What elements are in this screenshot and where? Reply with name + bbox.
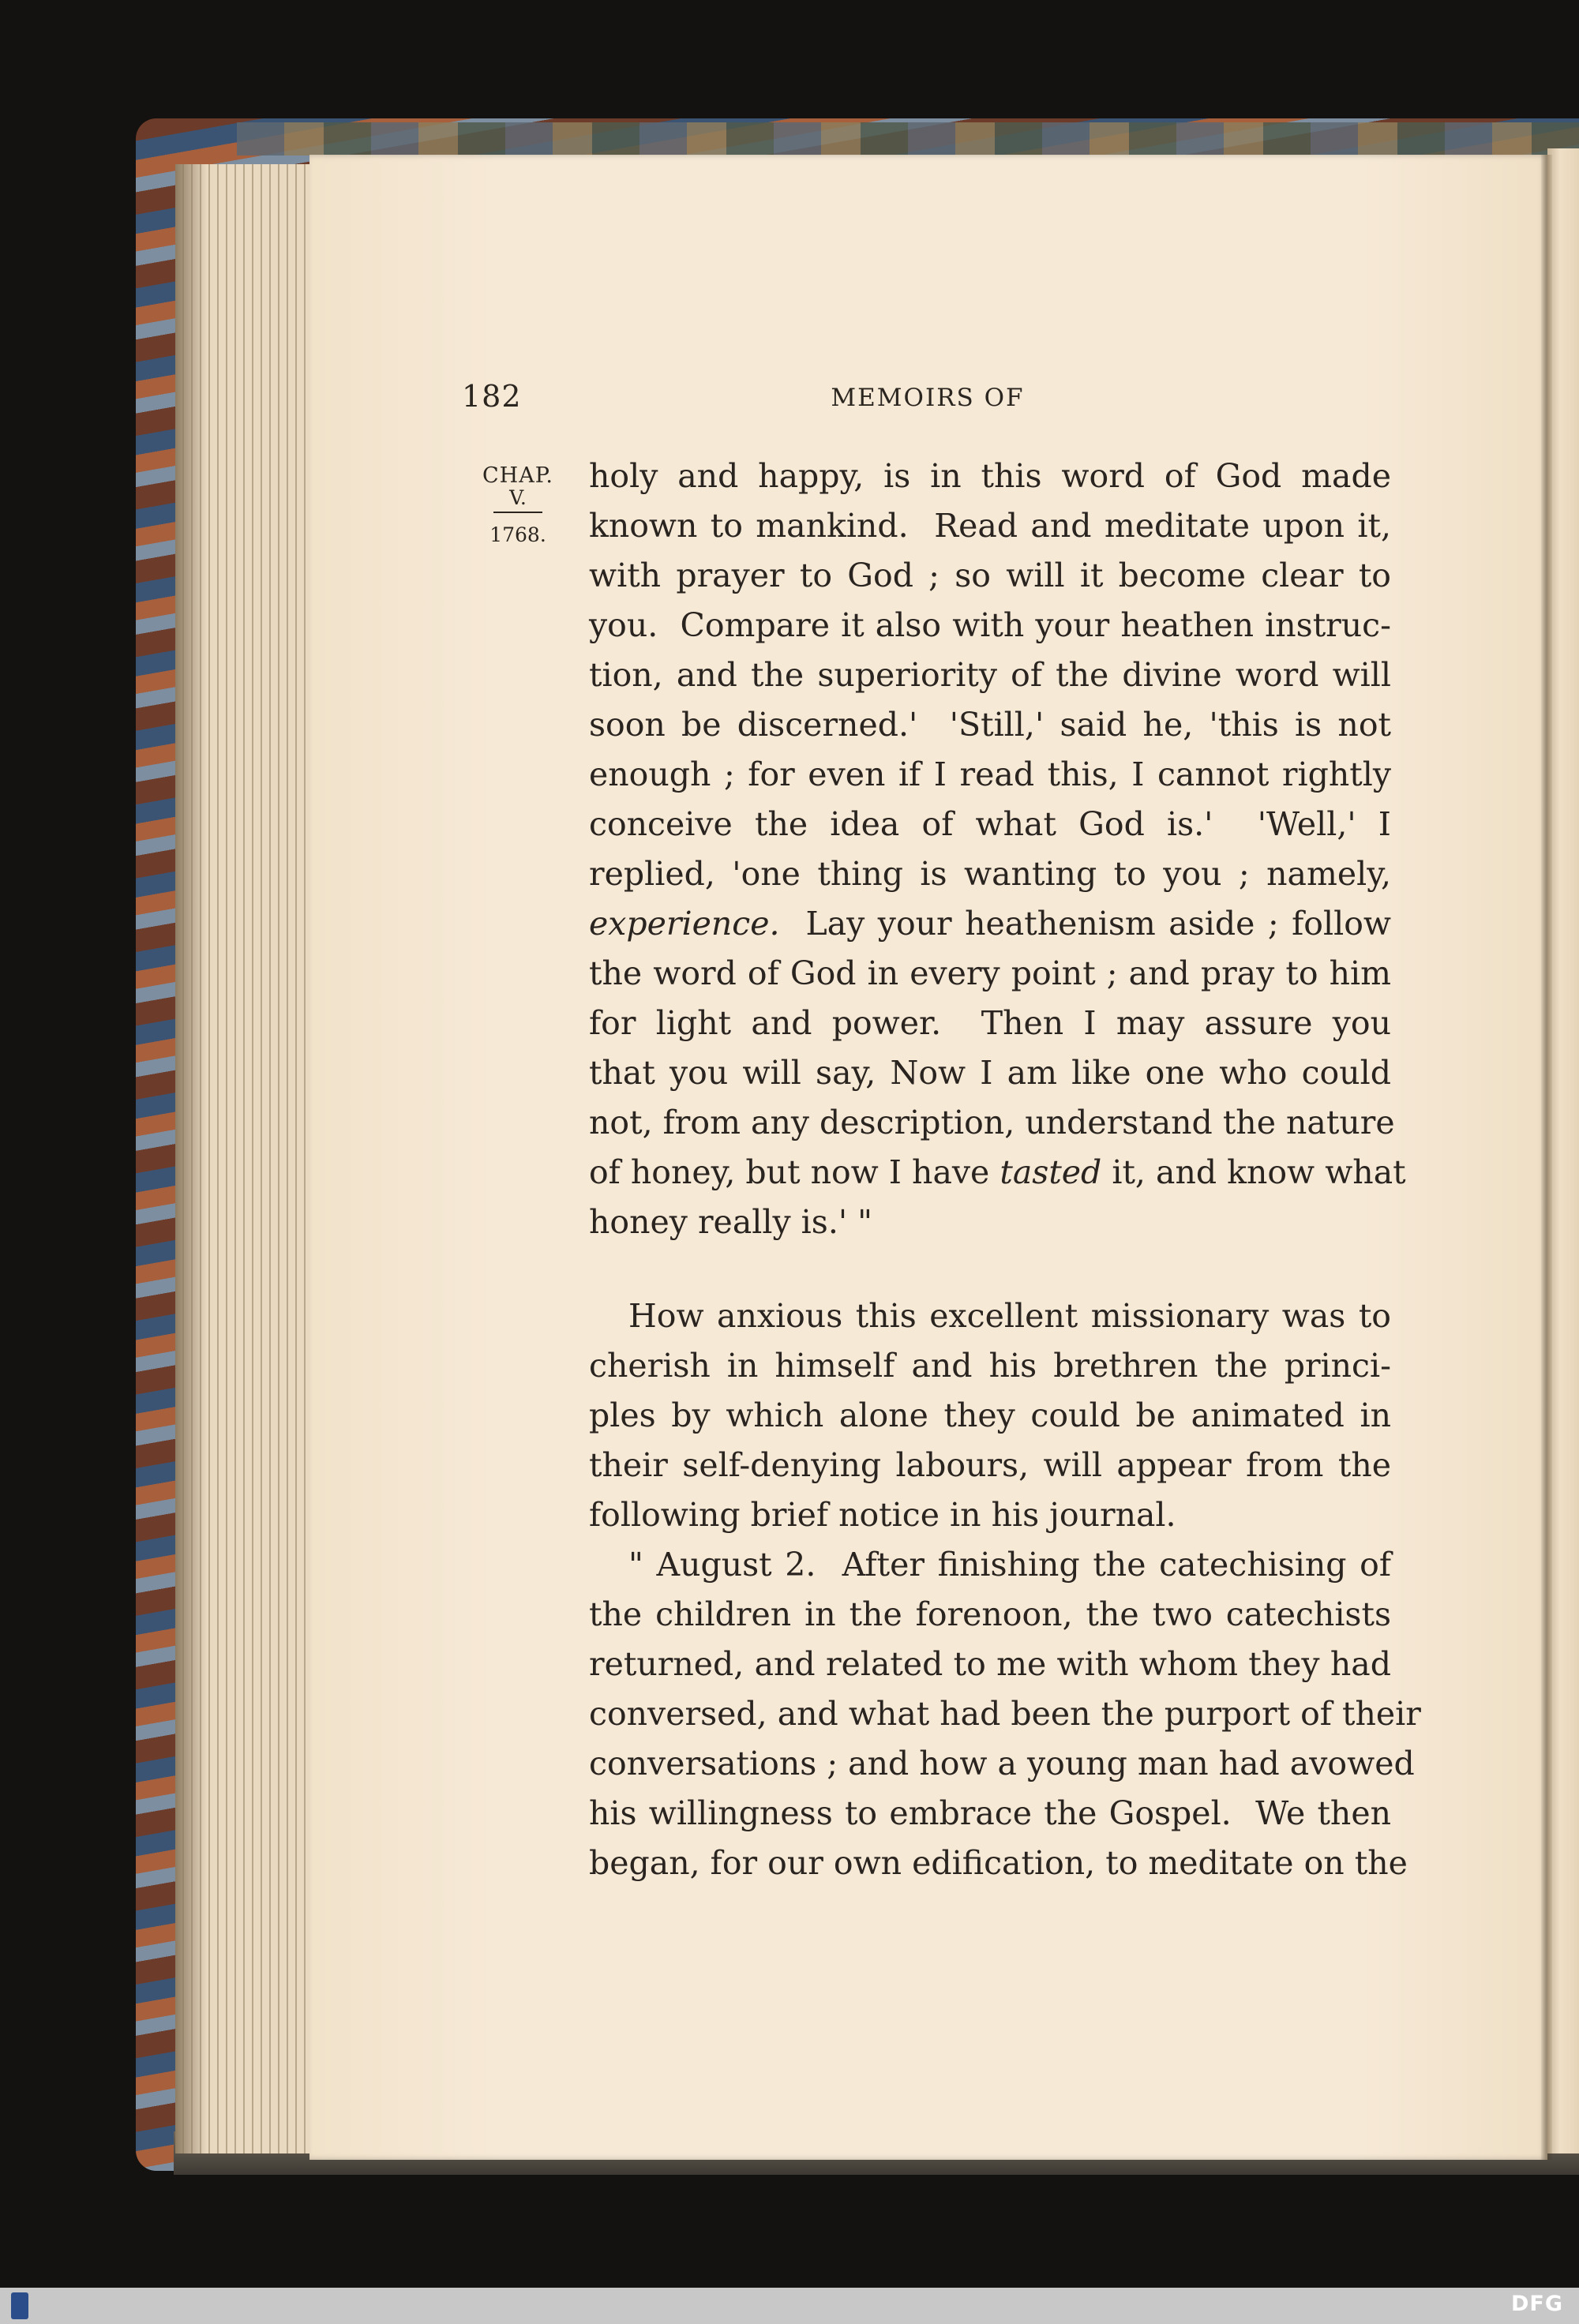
dfg-logo: DFG xyxy=(1510,2292,1563,2316)
text-run: the word of God in every point ; and pray to him xyxy=(589,954,1391,992)
text-line xyxy=(589,750,1391,800)
text-run: his willingness to embrace the Gospel. We then xyxy=(589,1794,1391,1832)
page-header xyxy=(462,379,1393,426)
text-line xyxy=(589,1490,1391,1540)
text-line xyxy=(589,1198,1391,1247)
text-run: honey really is.' " xyxy=(589,1203,873,1241)
running-title: MEMOIRS OF xyxy=(831,384,1025,412)
facing-page xyxy=(1547,148,1579,2153)
text-run: with prayer to God ; so will it become clear to xyxy=(589,557,1391,594)
text-line xyxy=(589,800,1391,849)
page-gutter xyxy=(1541,155,1552,2160)
text-line xyxy=(589,1739,1415,1789)
text-run: known to mankind. Read and meditate upon it, xyxy=(589,507,1391,545)
text-line xyxy=(589,849,1391,899)
text-run: for light and power. Then I may assure you xyxy=(589,1004,1391,1042)
text-line xyxy=(589,650,1391,700)
text-run: tion, and the superiority of the divine word will xyxy=(589,656,1391,694)
text-run: you. Compare it also with your heathen instruc- xyxy=(589,606,1391,644)
text-run: their self-denying labours, will appear from the xyxy=(589,1446,1391,1484)
margin-note xyxy=(474,464,562,546)
text-run: not, from any description, understand the nature xyxy=(589,1104,1395,1141)
text-line xyxy=(589,1391,1391,1441)
italic-word: tasted xyxy=(1000,1153,1102,1191)
text-run: holy and happy, is in this word of God made xyxy=(589,457,1391,495)
text-run: following brief notice in his journal. xyxy=(589,1496,1176,1534)
text-line xyxy=(589,501,1391,551)
library-logo-icon xyxy=(11,2292,28,2319)
text-run: replied, 'one thing is wanting to you ; namely, xyxy=(589,855,1391,893)
text-run: soon be discerned.' 'Still,' said he, 'this is not xyxy=(589,706,1391,744)
text-run: it, and know what xyxy=(1101,1153,1406,1191)
text-run: enough ; for even if I read this, I cannot rightly xyxy=(589,755,1391,793)
text-line xyxy=(589,1291,1391,1341)
text-run: How anxious this excellent missionary was to xyxy=(628,1297,1391,1335)
text-run: returned, and related to me with whom they had xyxy=(589,1645,1391,1683)
text-line xyxy=(589,1789,1391,1839)
text-line xyxy=(589,1839,1408,1888)
text-line xyxy=(589,551,1391,601)
text-line xyxy=(589,1590,1391,1640)
text-line xyxy=(589,1148,1406,1198)
text-run: conversed, and what had been the purport of their xyxy=(589,1695,1421,1733)
viewer-footer xyxy=(0,2288,1579,2324)
text-run: cherish in himself and his brethren the princi- xyxy=(589,1347,1391,1385)
text-line xyxy=(589,949,1391,999)
text-line xyxy=(589,899,1391,949)
text-line xyxy=(589,452,1391,501)
italic-word: experience. xyxy=(589,905,780,943)
chapter-number: V. xyxy=(509,486,527,509)
text-run: conceive the idea of what God is.' 'Well,' I xyxy=(589,805,1391,843)
text-run: conversations ; and how a young man had avowed xyxy=(589,1745,1415,1782)
margin-year: 1768. xyxy=(489,523,546,546)
text-line xyxy=(589,1048,1391,1098)
page-number: 182 xyxy=(462,379,522,414)
text-run: " August 2. After finishing the catechising of xyxy=(628,1546,1391,1584)
text-line xyxy=(589,700,1391,750)
text-run: Lay your heathenism aside ; follow xyxy=(779,905,1391,943)
text-line xyxy=(589,1341,1391,1391)
cover-top-edge xyxy=(237,122,1579,156)
text-run: began, for our own edification, to meditate on the xyxy=(589,1844,1408,1882)
margin-rule xyxy=(493,512,542,513)
text-line xyxy=(589,1098,1395,1148)
text-run: that you will say, Now I am like one who could xyxy=(589,1054,1391,1092)
text-line xyxy=(589,1689,1421,1739)
page-edges xyxy=(175,164,317,2153)
text-line xyxy=(589,1640,1391,1689)
text-run: of honey, but now I have xyxy=(589,1153,1000,1191)
text-run: ples by which alone they could be animated in xyxy=(589,1396,1391,1434)
text-line xyxy=(589,601,1391,650)
chapter-label: CHAP. xyxy=(482,463,553,488)
text-line xyxy=(589,999,1391,1048)
text-line xyxy=(589,1540,1391,1590)
paragraph-gap xyxy=(589,1247,1391,1291)
text-line xyxy=(589,1441,1391,1490)
body-text xyxy=(589,452,1421,1888)
text-run: the children in the forenoon, the two catechists xyxy=(589,1595,1391,1633)
